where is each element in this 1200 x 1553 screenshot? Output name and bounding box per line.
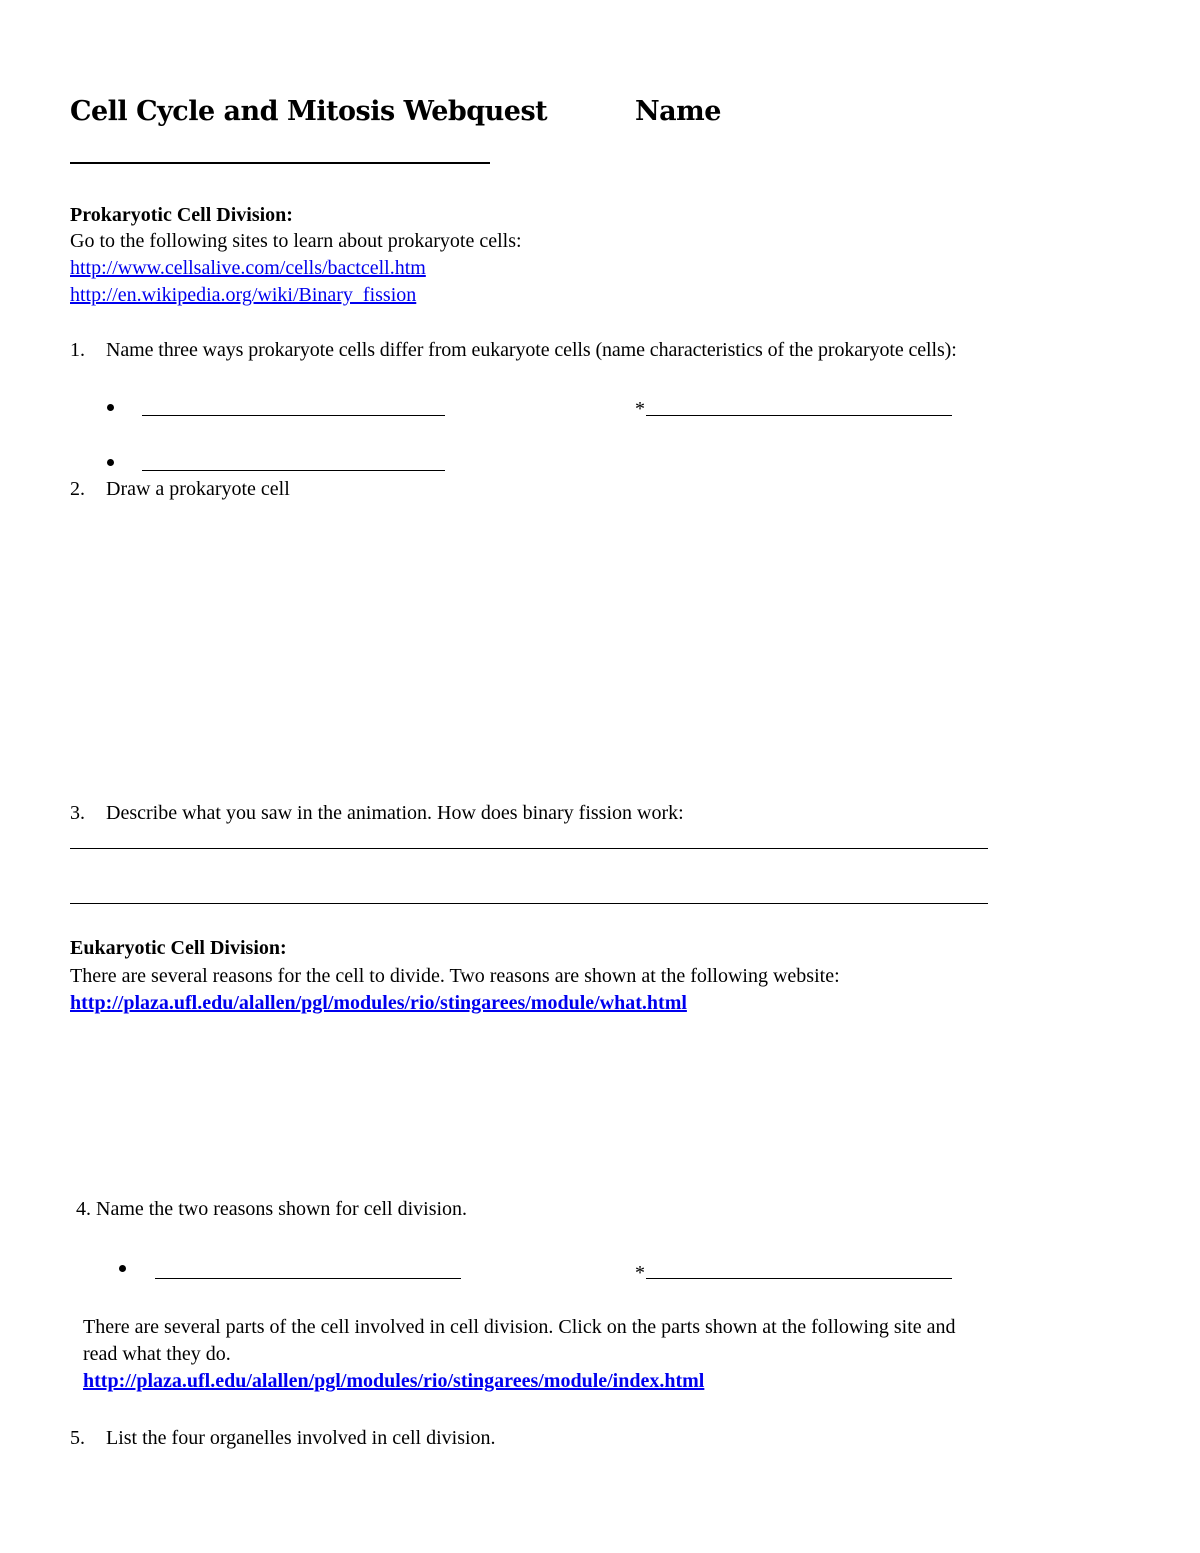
- answer-line[interactable]: [70, 848, 988, 849]
- bullet-icon: [107, 404, 114, 411]
- cellsalive-link[interactable]: http://www.cellsalive.com/cells/bactcell.htm: [70, 257, 426, 279]
- prokaryotic-intro: Go to the following sites to learn about prokaryote cells:: [70, 230, 522, 252]
- answer-line[interactable]: [70, 903, 988, 904]
- prokaryotic-heading: Prokaryotic Cell Division:: [70, 204, 293, 226]
- question-3-text: Describe what you saw in the animation. How does binary fission work:: [106, 802, 684, 824]
- answer-line[interactable]: [646, 415, 952, 416]
- bullet-icon: [107, 459, 114, 466]
- bullet-icon: [119, 1265, 126, 1272]
- answer-line[interactable]: [646, 1278, 952, 1279]
- parts-intro-line-2: read what they do.: [83, 1343, 231, 1365]
- answer-line[interactable]: [155, 1278, 461, 1279]
- cell-division-reasons-link[interactable]: http://plaza.ufl.edu/alallen/pgl/modules/rio/stingarees/module/what.html: [70, 992, 687, 1014]
- eukaryotic-intro: There are several reasons for the cell to divide. Two reasons are shown at the following website:: [70, 965, 840, 987]
- question-5-number: 5.: [70, 1427, 85, 1449]
- question-1-text: Name three ways prokaryote cells differ from eukaryote cells (name characteristics of the prokaryote cells):: [106, 339, 957, 361]
- asterisk-mark: *: [635, 1262, 645, 1284]
- worksheet-title: Cell Cycle and Mitosis Webquest: [70, 96, 548, 127]
- cell-parts-link[interactable]: http://plaza.ufl.edu/alallen/pgl/modules/rio/stingarees/module/index.html: [83, 1370, 705, 1392]
- eukaryotic-heading: Eukaryotic Cell Division:: [70, 937, 287, 959]
- question-2-text: Draw a prokaryote cell: [106, 478, 290, 500]
- name-label: Name: [635, 96, 721, 127]
- question-4-text: 4. Name the two reasons shown for cell division.: [76, 1198, 468, 1220]
- parts-intro-line-1: There are several parts of the cell involved in cell division. Click on the parts shown at the following site and: [83, 1316, 956, 1338]
- asterisk-mark: *: [635, 398, 645, 420]
- question-1-number: 1.: [70, 339, 85, 361]
- question-5-text: List the four organelles involved in cell division.: [106, 1427, 496, 1449]
- wikipedia-binary-fission-link[interactable]: http://en.wikipedia.org/wiki/Binary_fission: [70, 284, 417, 306]
- question-3-number: 3.: [70, 802, 85, 824]
- question-2-number: 2.: [70, 478, 85, 500]
- answer-line[interactable]: [142, 470, 445, 471]
- answer-line[interactable]: [142, 415, 445, 416]
- name-answer-line[interactable]: [70, 162, 490, 164]
